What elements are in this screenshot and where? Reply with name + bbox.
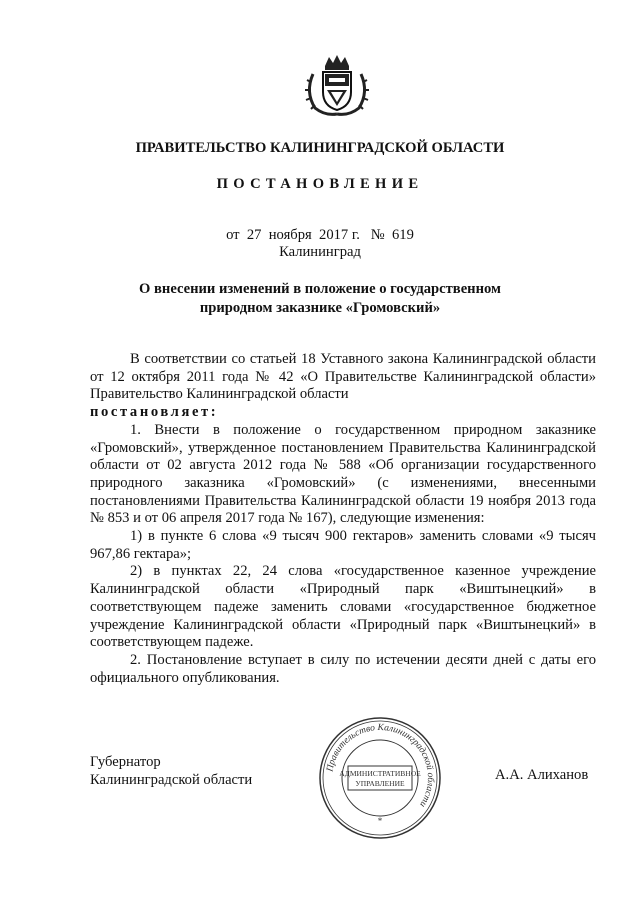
decree-word: постановляет: — [90, 404, 219, 421]
signatory-name: А.А. Алиханов — [495, 767, 589, 783]
paragraph-subitem-2: 2) в пунктах 22, 24 слова «государственное казенное учреждение Калининградской области «Природный парк «Виштынецкий» в соответствующем падеже заменить словами «государственное бюджетное учреждение Калининградской области «Природный парк «Виштынецкий» в соответствующем падеже. — [90, 563, 596, 651]
preamble-text: В соответствии со статьей 18 Уставного закона Калининградской области от 12 октября 2011 года № 42 «О Правительстве Калининградской области» Правительство Калининградской области — [90, 351, 596, 403]
paragraph-preamble — [90, 351, 596, 404]
stamp-center-line-1: АДМИНИСТРАТИВНОЕ — [339, 769, 421, 778]
svg-text:*: * — [377, 816, 383, 826]
paragraph-item-1: 1. Внести в положение о государственном природном заказнике «Громовский», утвержденное постановлением Правительства Калининградской области от 02 августа 2012 года № 588 «Об организации государственного природного заказника «Громовский» (с изменениями, внесенными постановлениями Правительства Калининградской области 19 ноября 2013 года № 853 и от 06 апреля 2017 года № 167), следующие изменения: — [90, 421, 596, 527]
signatory-title — [90, 754, 252, 789]
official-stamp — [318, 716, 442, 840]
paragraph-decree — [90, 404, 596, 422]
subject-line-1: О внесении изменений в положение о государственном — [139, 281, 501, 297]
government-title: ПРАВИТЕЛЬСТВО КАЛИНИНГРАДСКОЙ ОБЛАСТИ — [135, 140, 505, 156]
subject-line-2: природном заказнике «Громовский» — [199, 300, 441, 316]
document-type: ПОСТАНОВЛЕНИЕ — [216, 176, 424, 192]
coat-of-arms-icon — [301, 52, 373, 118]
signatory-title-line-1: Губернатор — [90, 754, 161, 770]
document-city: Калининград — [279, 244, 361, 260]
paragraph-subitem-1: 1) в пункте 6 слова «9 тысяч 900 гектаров» заменить словами «9 тысяч 967,86 гектара»; — [90, 528, 596, 562]
stamp-ring-text: Правительство Калининградской области — [325, 722, 436, 809]
paragraph-item-2: 2. Постановление вступает в силу по истечении десяти дней с даты его официального опубликования. — [90, 651, 596, 686]
document-body — [90, 351, 596, 687]
document-date-number: от 27 ноября 2017 г. № 619 — [226, 227, 414, 243]
stamp-center-line-2: УПРАВЛЕНИЕ — [355, 779, 405, 788]
document-subject — [0, 280, 640, 318]
signatory-title-line-2: Калининградской области — [90, 771, 253, 788]
